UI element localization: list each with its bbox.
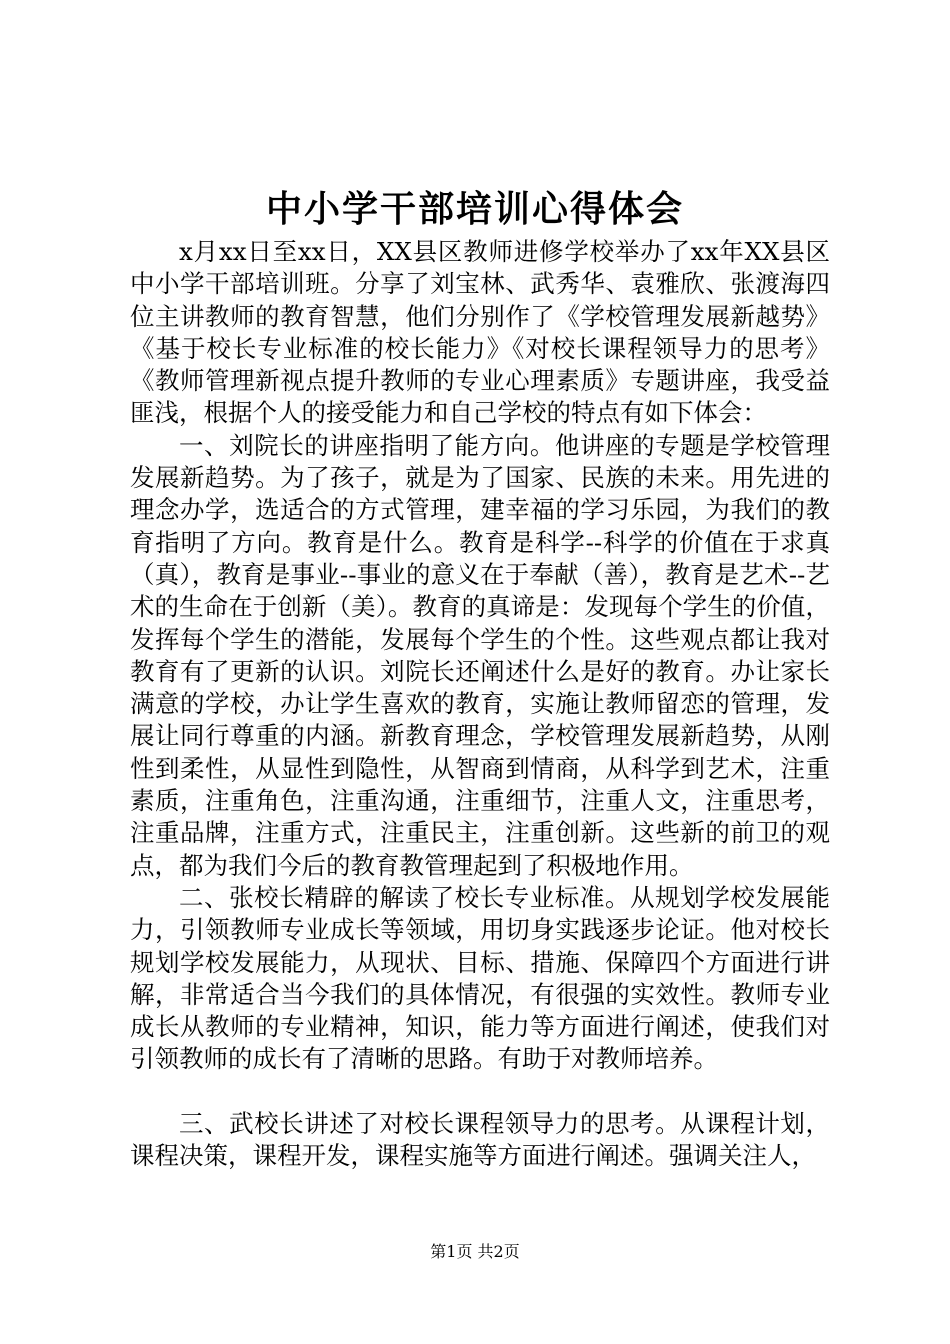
paragraph-section-1: 一、刘院长的讲座指明了能方向。他讲座的专题是学校管理发展新趋势。为了孩子，就是为了国家、民族的未来。用先进的理念办学，选适合的方式管理，建幸福的学习乐园，为我们的教育指明了方向。教育是什么。教育是科学--科学的价值在于求真（真），教育是事业--事业的意义在于奉献（善），教育是艺术--艺术的生命在于创新（美）。教育的真谛是：发现每个学生的价值，发挥每个学生的潜能，发展每个学生的个性。这些观点都让我对教育有了更新的认识。刘院长还阐述什么是好的教育。办让家长满意的学校，办让学生喜欢的教育，实施让教师留恋的管理，发展让同行尊重的内涵。新教育理念，学校管理发展新趋势，从刚性到柔性，从显性到隐性，从智商到情商，从科学到艺术，注重素质，注重角色，注重沟通，注重细节，注重人文，注重思考，注重品牌，注重方式，注重民主，注重创新。这些新的前卫的观点，都为我们今后的教育教管理起到了积极地作用。 — [130, 430, 830, 880]
page-number-footer: 第1页 共2页 — [430, 1242, 520, 1261]
document-body — [130, 236, 830, 1172]
paragraph-section-3: 三、武校长讲述了对校长课程领导力的思考。从课程计划，课程决策，课程开发，课程实施等方面进行阐述。强调关注人， — [130, 1108, 830, 1171]
document-title: 中小学干部培训心得体会 — [265, 188, 684, 230]
paragraph-section-2: 二、张校长精辟的解读了校长专业标准。从规划学校发展能力，引领教师专业成长等领域，用切身实践逐步论证。他对校长规划学校发展能力，从现状、目标、措施、保障四个方面进行讲解，非常适合当今我们的具体情况，有很强的实效性。教师专业成长从教师的专业精神，知识，能力等方面进行阐述，使我们对引领教师的成长有了清晰的思路。有助于对教师培养。 — [130, 882, 830, 1074]
paragraph-intro: x月xx日至xx日，XX县区教师进修学校举办了xx年XX县区中小学干部培训班。分享了刘宝林、武秀华、袁雅欣、张渡海四位主讲教师的教育智慧，他们分别作了《学校管理发展新越势》《基于校长专业标准的校长能力》《对校长课程领导力的思考》《教师管理新视点提升教师的专业心理素质》专题讲座，我受益匪浅，根据个人的接受能力和自己学校的特点有如下体会： — [130, 237, 830, 428]
